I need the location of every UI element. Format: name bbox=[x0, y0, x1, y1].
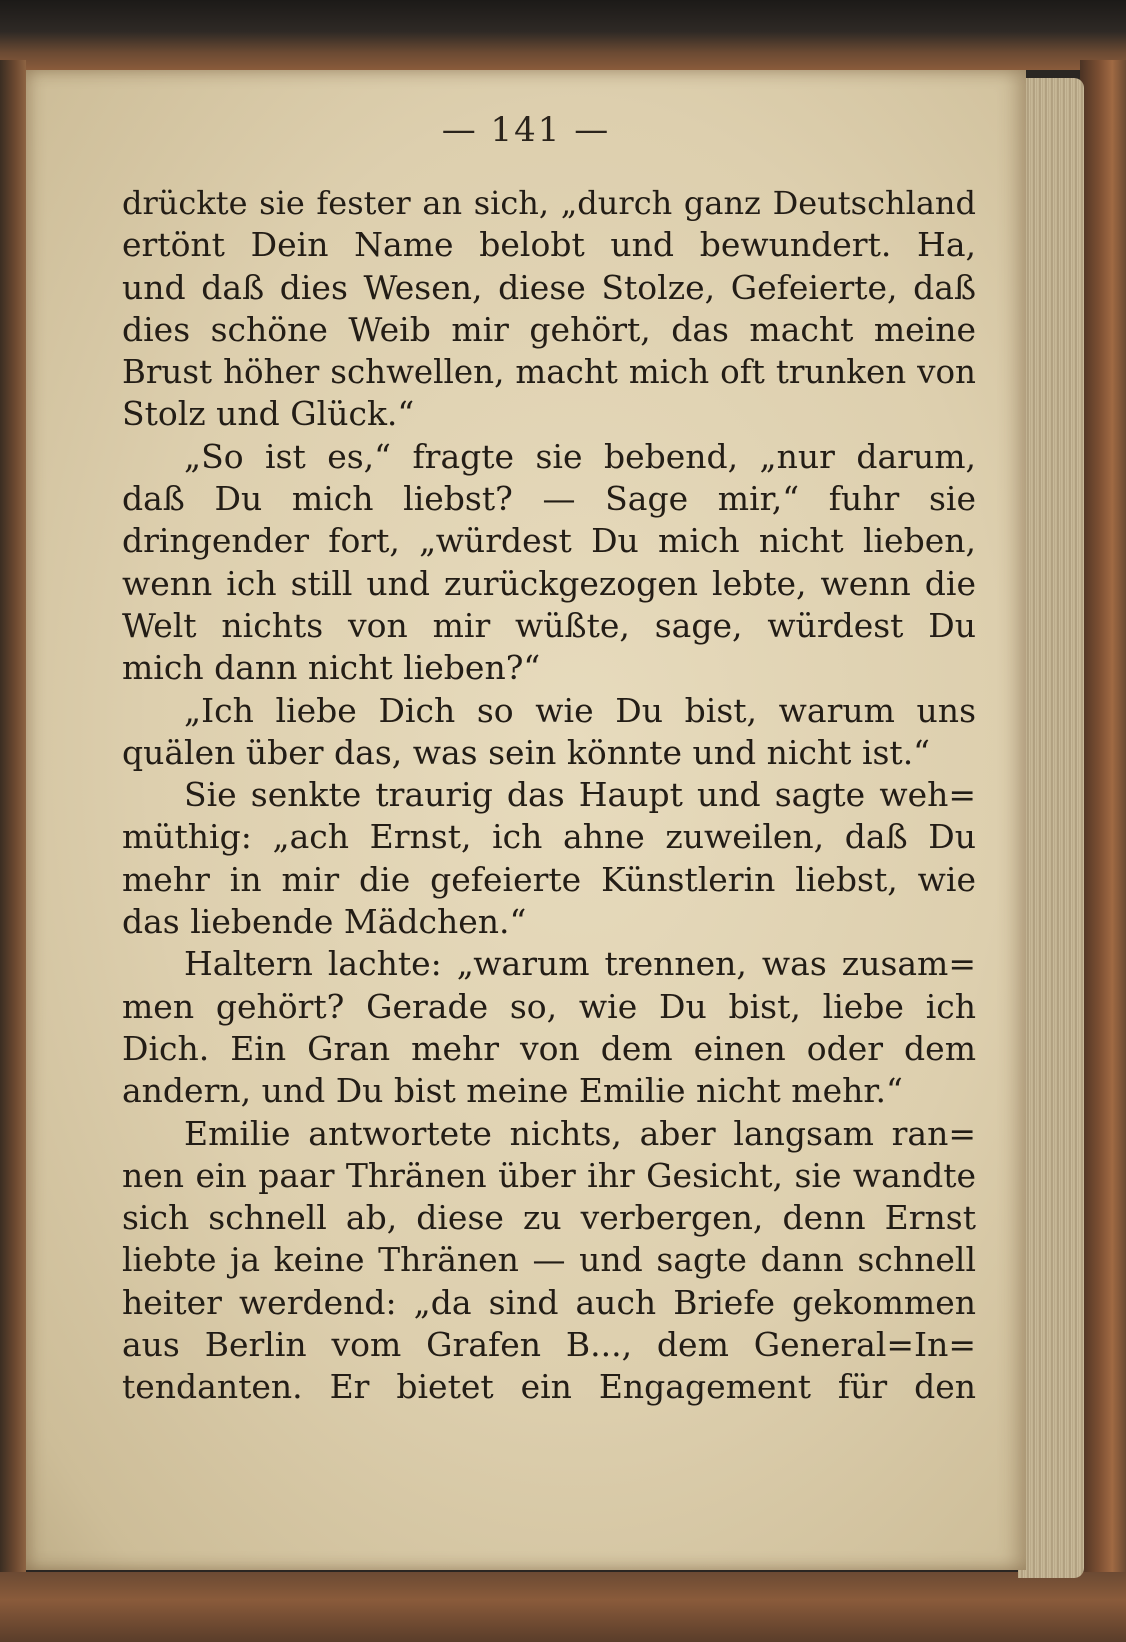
text-line: sich schnell ab, diese zu verbergen, denn Ernst bbox=[122, 1198, 976, 1238]
text-line: aus Berlin vom Grafen B..., dem General=In= bbox=[122, 1325, 976, 1365]
text-line: nen ein paar Thränen über ihr Gesicht, sie wandte bbox=[122, 1155, 976, 1195]
text-line: dringender fort, „würdest Du mich nicht lieben, bbox=[122, 521, 976, 561]
text-line: „So ist es,“ fragte sie bebend, „nur darum, bbox=[184, 436, 976, 476]
book-cover-bottom bbox=[0, 1572, 1126, 1642]
text-line: men gehört? Gerade so, wie Du bist, liebe ich bbox=[122, 986, 976, 1026]
text-line: Welt nichts von mir wüßte, sage, würdest Du bbox=[122, 605, 976, 645]
text-line: Stolz und Glück.“ bbox=[122, 394, 415, 434]
text-line: „Ich liebe Dich so wie Du bist, warum uns bbox=[184, 690, 976, 730]
text-line: müthig: „ach Ernst, ich ahne zuweilen, daß Du bbox=[122, 817, 976, 857]
text-line: liebte ja keine Thränen — und sagte dann schnell bbox=[122, 1240, 976, 1280]
text-line: daß Du mich liebst? — Sage mir,“ fuhr sie bbox=[122, 479, 976, 519]
book-cover-top bbox=[0, 0, 1126, 70]
book-cover-right bbox=[1080, 60, 1126, 1620]
text-line: mich dann nicht lieben?“ bbox=[122, 648, 541, 688]
text-line: Haltern lachte: „warum trennen, was zusam= bbox=[184, 944, 976, 984]
text-line: tendanten. Er bietet ein Engagement für den bbox=[122, 1367, 976, 1407]
text-line: und daß dies Wesen, diese Stolze, Gefeierte, daß bbox=[122, 267, 976, 307]
text-line: dies schöne Weib mir gehört, das macht meine bbox=[122, 309, 976, 349]
text-line: drückte sie fester an sich, „durch ganz Deutschland bbox=[122, 184, 976, 222]
text-line: Brust höher schwellen, macht mich oft trunken von bbox=[122, 353, 976, 392]
text-line: andern, und Du bist meine Emilie nicht mehr.“ bbox=[122, 1071, 903, 1111]
text-line: Sie senkte traurig das Haupt und sagte weh= bbox=[184, 775, 976, 815]
text-line: ertönt Dein Name belobt und bewundert. Ha, bbox=[122, 225, 976, 265]
text-line: wenn ich still und zurückgezogen lebte, wenn die bbox=[122, 563, 976, 603]
page-text bbox=[122, 182, 976, 1409]
text-line: Dich. Ein Gran mehr von dem einen oder dem bbox=[122, 1028, 976, 1068]
text-line: quälen über das, was sein könnte und nicht ist.“ bbox=[122, 732, 931, 772]
text-line: Emilie antwortete nichts, aber langsam ran= bbox=[184, 1113, 976, 1153]
text-line: mehr in mir die gefeierte Künstlerin liebst, wie bbox=[122, 859, 976, 899]
book-page bbox=[26, 70, 1026, 1570]
page-number: — 141 — bbox=[441, 110, 611, 150]
page-edges bbox=[1018, 78, 1084, 1578]
text-line: heiter werdend: „da sind auch Briefe gekommen bbox=[122, 1282, 976, 1322]
text-line: das liebende Mädchen.“ bbox=[122, 902, 527, 942]
book-cover-left bbox=[0, 60, 26, 1620]
